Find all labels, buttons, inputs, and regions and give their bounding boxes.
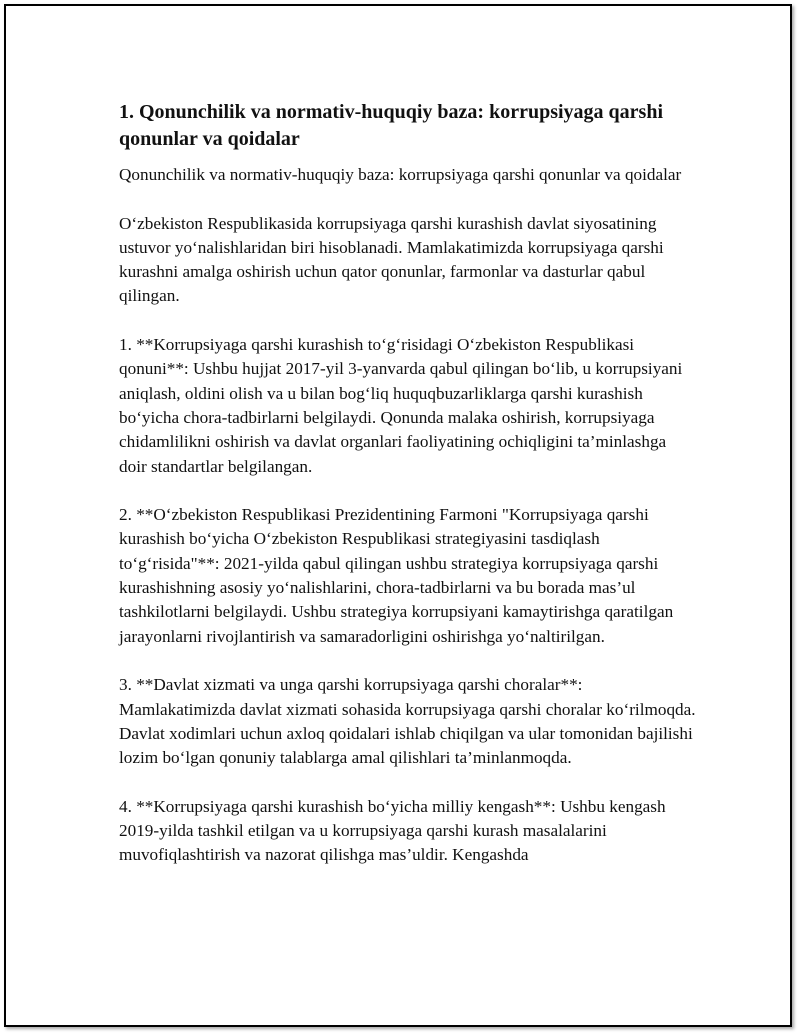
document-page — [4, 4, 792, 1027]
list-item-paragraph-1: 1. **Korrupsiyaga qarshi kurashish to‘g‘risidagi O‘zbekiston Respublikasi qonuni**: Ushbu hujjat 2017-yil 3-yanvarda qabul qilingan bo‘lib, u korrupsiyani aniqlash, oldini olish va u bilan bog‘liq huquqbuzarliklarga qarshi kurashish bo‘yicha chora-tadbirlarni belgilaydi. Qonunda malaka oshirish, korrupsiyaga chidamlilikni oshirish va davlat organlari faoliyatining ochiqligini ta’minlashga doir standartlar belgilangan. — [119, 335, 683, 476]
document-body — [119, 99, 697, 892]
section-heading: 1. Qonunchilik va normativ-huquqiy baza: korrupsiyaga qarshi qonunlar va qoidalar — [119, 101, 664, 150]
list-item-paragraph-3: 3. **Davlat xizmati va unga qarshi korrupsiyaga qarshi choralar**: Mamlakatimizda davlat xizmati sohasida korrupsiyaga qarshi choralar ko‘rilmoqda. Davlat xodimlari uchun axloq qoidalari ishlab chiqilgan va ular tomonidan bajilishi lozim bo‘lgan qonuniy talablarga amal qilishlari ta’minlanmoqda. — [119, 675, 696, 768]
list-item-paragraph-4: 4. **Korrupsiyaga qarshi kurashish bo‘yicha milliy kengash**: Ushbu kengash 2019-yilda tashkil etilgan va u korrupsiyaga qarshi kurash masalalarini muvofiqlashtirish va nazorat qilishga mas’uldir. Kengashda — [119, 796, 666, 865]
intro-paragraph: O‘zbekiston Respublikasida korrupsiyaga qarshi kurashish davlat siyosatining ustuvor yo‘nalishlaridan biri hisoblanadi. Mamlakatimizda korrupsiyaga qarshi kurashni amalga oshirish uchun qator qonunlar, farmonlar va dasturlar qabul qilingan. — [119, 213, 664, 306]
section-subtitle-paragraph: Qonunchilik va normativ-huquqiy baza: korrupsiyaga qarshi qonunlar va qoidalar — [119, 165, 682, 184]
list-item-paragraph-2: 2. **O‘zbekiston Respublikasi Prezidentining Farmoni "Korrupsiyaga qarshi kurashish bo‘yicha O‘zbekiston Respublikasi strategiyasini tasdiqlash to‘g‘risida"**: 2021-yilda qabul qilingan ushbu strategiya korrupsiyaga qarshi kurashishning asosiy yo‘nalishlarini, chora-tadbirlarni va bu borada mas’ul tashkilotlarni belgilaydi. Ushbu strategiya korrupsiyani kamaytirishga qaratilgan jarayonlarni rivojlantirish va samaradorligini oshirishga yo‘naltirilgan. — [119, 505, 674, 646]
